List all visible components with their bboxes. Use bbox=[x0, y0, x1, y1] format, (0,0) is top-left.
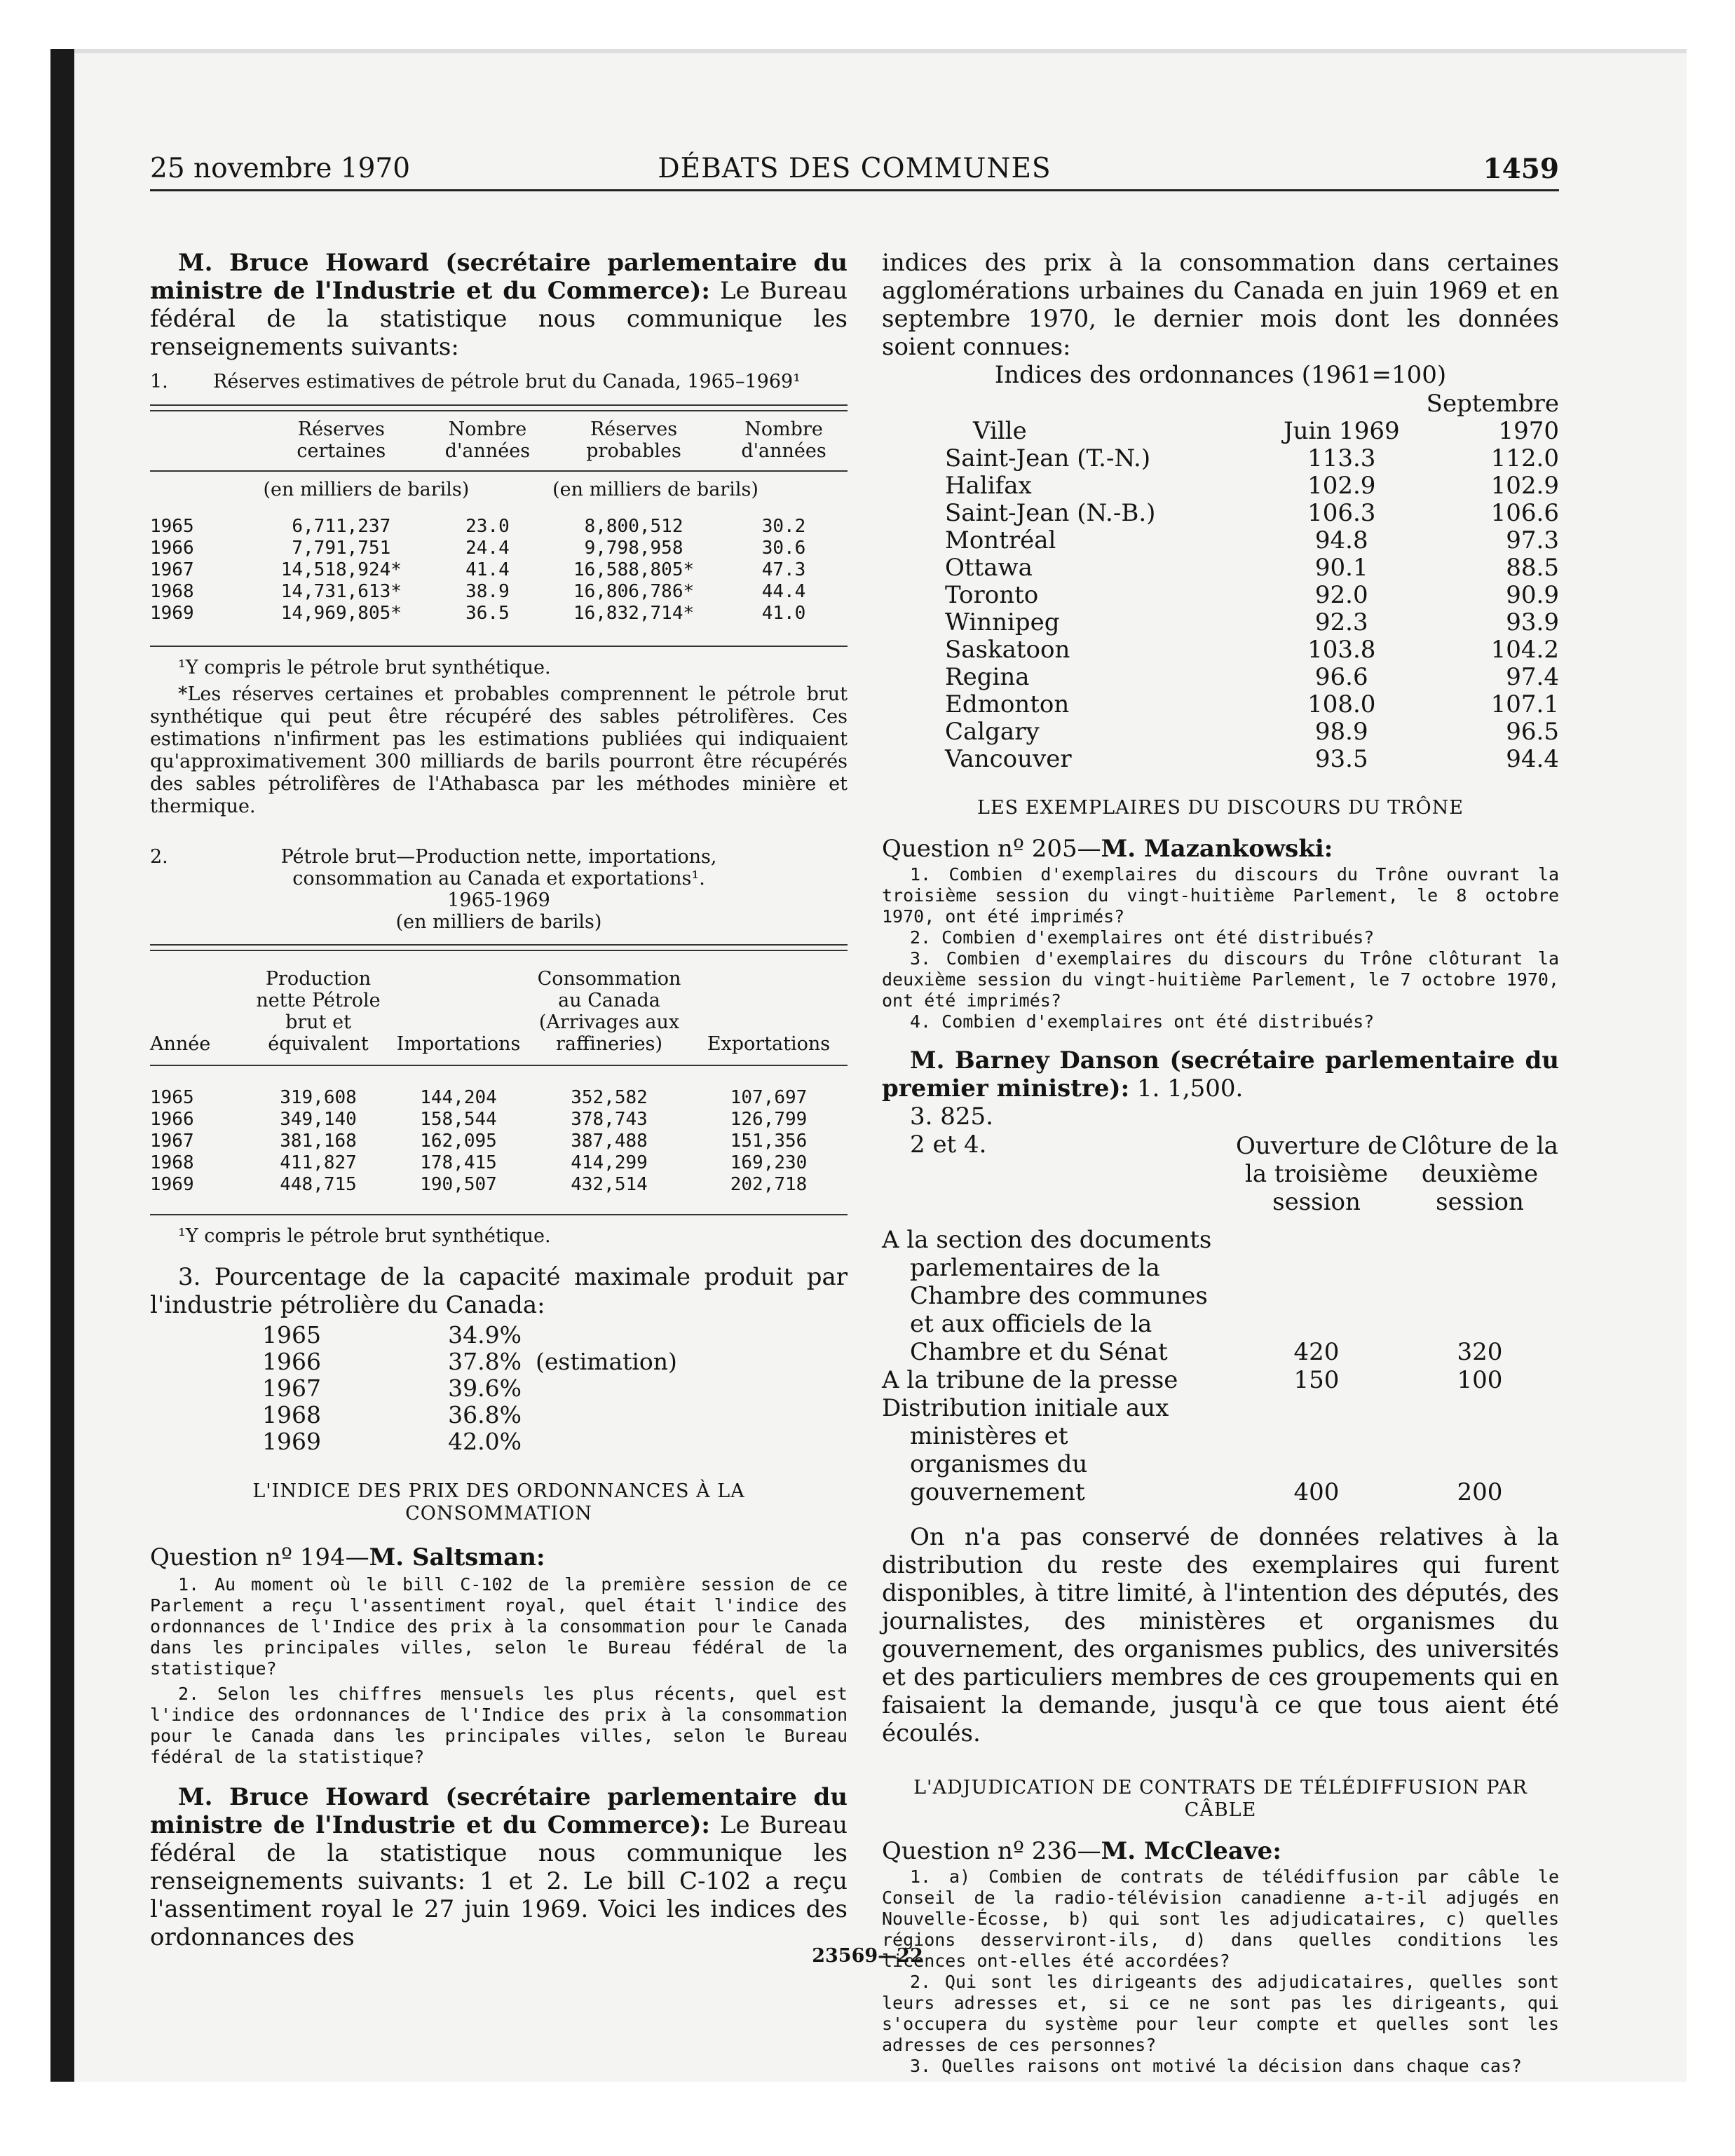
question-205-label: Question nº 205— bbox=[882, 835, 1101, 863]
t2-cell: 144,204 bbox=[420, 1087, 497, 1108]
question-205-part-3: 3. Combien d'exemplaires du discours du Trône clôturant la deuxième session du vingt-huitième Parlement, le 7 octobre 1970, ont été imprimés? bbox=[882, 948, 1559, 1011]
t1-header-reserves-certaines: Réserves certaines bbox=[297, 418, 386, 462]
copies-closing: 320 bbox=[1457, 1338, 1503, 1366]
t1-cell: 9,798,958 bbox=[584, 538, 683, 559]
t1-cell: 44.4 bbox=[761, 581, 806, 602]
presc-sept: 94.4 bbox=[1506, 745, 1559, 773]
presc-sept: 106.6 bbox=[1490, 499, 1559, 527]
t2-header-production: Production nette Pétrole brut et équivalent bbox=[256, 968, 381, 1055]
presc-sept: 88.5 bbox=[1506, 554, 1559, 582]
t1-cell: 41.4 bbox=[465, 559, 510, 580]
capacity-year: 1965 bbox=[262, 1321, 321, 1349]
t2-cell: 178,415 bbox=[420, 1152, 497, 1173]
t1-header-nombre-annees-2: Nombre d'années bbox=[741, 418, 826, 462]
t1-cell: 14,969,805* bbox=[280, 603, 402, 624]
presc-sept: 93.9 bbox=[1506, 608, 1559, 636]
presc-city: Montréal bbox=[945, 526, 1056, 554]
answer-194-text: Le Bureau fédéral de la statistique nous communique les renseignements suivants: 1 et 2. Le bill C-102 a reçu l'assentiment royal le 27 juin 1969. Voici les indices des ordonnances des bbox=[150, 1811, 848, 1951]
page-number: 1459 bbox=[1483, 153, 1559, 185]
presc-june: 92.3 bbox=[1314, 608, 1368, 636]
table2-caption-line: Pétrole brut—Production nette, importations, bbox=[280, 846, 717, 868]
copies-recipient: A la section des documents parlementaires de la Chambre des communes et aux officiels de la Chambre et du Sénat bbox=[882, 1226, 1212, 1366]
t1-cell: 6,711,237 bbox=[292, 516, 391, 537]
presc-june: 103.8 bbox=[1307, 636, 1376, 664]
table-row bbox=[882, 664, 1559, 691]
table1-top-rule bbox=[150, 404, 848, 411]
presc-city: Halifax bbox=[945, 472, 1032, 500]
question-236-member: M. McCleave: bbox=[1101, 1837, 1281, 1865]
answer-205 bbox=[882, 1046, 1559, 1103]
t2-header-exportations: Exportations bbox=[707, 1033, 831, 1055]
question-205-part-1: 1. Combien d'exemplaires du discours du Trône ouvrant la troisième session du vingt-huitième Parlement, le 8 octobre 1970, ont été imprimés? bbox=[882, 864, 1559, 927]
copies-opening: 400 bbox=[1293, 1478, 1340, 1506]
presc-sept: 112.0 bbox=[1490, 444, 1559, 472]
section-heading-cable: L'ADJUDICATION DE CONTRATS DE TÉLÉDIFFUSION PAR CÂBLE bbox=[913, 1777, 1528, 1821]
t1-unit-right: (en milliers de barils) bbox=[552, 479, 758, 500]
capacity-table bbox=[262, 1322, 677, 1455]
question-205-part-4: 4. Combien d'exemplaires ont été distribués? bbox=[910, 1011, 1375, 1032]
t2-year: 1969 bbox=[150, 1174, 194, 1195]
question-205-member: M. Mazankowski: bbox=[1101, 835, 1333, 863]
presc-city: Calgary bbox=[945, 718, 1040, 746]
table-row bbox=[150, 1131, 848, 1152]
continued-paragraph: indices des prix à la consommation dans certaines agglomérations urbaines du Canada en juin 1969 et en septembre 1970, le dernier mois dont les données soient connues: bbox=[882, 249, 1559, 361]
intro-text: Le Bureau fédéral de la statistique nous communique les renseignements suivants: bbox=[150, 277, 848, 361]
capacity-note bbox=[522, 1322, 677, 1349]
copies-closing: 100 bbox=[1457, 1366, 1503, 1394]
t2-cell: 387,488 bbox=[571, 1131, 648, 1152]
t2-header-importations: Importations bbox=[396, 1033, 521, 1055]
t2-year: 1968 bbox=[150, 1152, 194, 1173]
presc-city: Vancouver bbox=[945, 745, 1072, 773]
capacity-value: 42.0% bbox=[448, 1428, 522, 1455]
section-heading-prescriptions: L'INDICE DES PRIX DES ORDONNANCES À LA CONSOMMATION bbox=[252, 1480, 745, 1524]
t1-cell: 30.2 bbox=[761, 516, 806, 537]
right-column bbox=[882, 249, 1559, 2077]
presc-city: Toronto bbox=[945, 581, 1039, 609]
table2-number: 2. bbox=[150, 846, 168, 868]
presc-sept: 96.5 bbox=[1506, 718, 1559, 746]
question-194-part-1: 1. Au moment où le bill C-102 de la première session de ce Parlement a reçu l'assentiment royal, quel était l'indice des ordonnances de l'Indice des prix à la consommation pour le Canada dans les principales villes, selon le Bureau fédéral de la statistique? bbox=[150, 1574, 848, 1679]
t1-year: 1968 bbox=[150, 581, 194, 602]
table1-number: 1. bbox=[150, 371, 168, 393]
table-row bbox=[150, 1109, 848, 1131]
t2-header-annee: Année bbox=[150, 1033, 211, 1055]
table-row bbox=[882, 718, 1559, 746]
table-row bbox=[150, 559, 848, 581]
table-row bbox=[882, 691, 1559, 718]
table-row bbox=[882, 582, 1559, 609]
capacity-note bbox=[522, 1375, 677, 1402]
table-row bbox=[882, 1394, 1559, 1506]
t2-cell: 202,718 bbox=[730, 1174, 808, 1195]
t1-year: 1966 bbox=[150, 538, 194, 559]
table2-header-rule bbox=[150, 1065, 848, 1066]
table1-footnote-2: *Les réserves certaines et probables comprennent le pétrole brut synthétique qui peut être récupéré des sables pétrolifères. Ces estimations n'infirment pas les estimations publiées qui indiquaient qu'approximativement 300 milliards de barils pourront être récupérés des sables pétrolifères de l'Athabasca par les méthodes minière et thermique. bbox=[150, 683, 848, 817]
prescription-index-table bbox=[882, 390, 1559, 773]
presc-june: 113.3 bbox=[1307, 444, 1376, 472]
t2-cell: 381,168 bbox=[280, 1131, 357, 1152]
t2-cell: 432,514 bbox=[571, 1174, 648, 1195]
t1-cell: 16,806,786* bbox=[573, 581, 695, 602]
table-row bbox=[882, 500, 1559, 527]
table-row bbox=[150, 603, 848, 625]
t2-cell: 349,140 bbox=[280, 1109, 357, 1130]
presc-june: 92.0 bbox=[1314, 581, 1368, 609]
table2-caption-line: (en milliers de barils) bbox=[395, 911, 602, 933]
presc-june: 102.9 bbox=[1307, 472, 1376, 500]
table-row bbox=[882, 554, 1559, 582]
t2-cell: 448,715 bbox=[280, 1174, 357, 1195]
presc-sept: 97.4 bbox=[1506, 663, 1559, 691]
presc-sept: 107.1 bbox=[1490, 690, 1559, 718]
capacity-year: 1967 bbox=[262, 1374, 321, 1402]
intro-speaker: M. Bruce Howard (secrétaire parlementaire du ministre de l'Industrie et du Commerce): bbox=[150, 249, 848, 305]
capacity-value: 36.8% bbox=[448, 1401, 522, 1428]
copies-recipient: Distribution initiale aux ministères et organismes du gouvernement bbox=[882, 1394, 1169, 1506]
question-236-part-2: 2. Qui sont les dirigeants des adjudicataires, quelles sont leurs adresses et, si ce ne sont pas les dirigeants, qui s'occupera du système pour leur compte et quelles sont les adresses de ces personnes? bbox=[882, 1972, 1559, 2055]
question-236 bbox=[882, 1837, 1559, 1865]
table2-footnote: ¹Y compris le pétrole brut synthétique. bbox=[178, 1225, 551, 1247]
table-row bbox=[150, 1087, 848, 1109]
t1-cell: 14,731,613* bbox=[280, 581, 402, 602]
scan-binding-edge bbox=[50, 49, 74, 2082]
table2-caption-line: consommation au Canada et exportations¹. bbox=[292, 868, 705, 889]
capacity-note bbox=[522, 1428, 677, 1455]
copies-opening: 420 bbox=[1293, 1338, 1340, 1366]
table1-caption-text: Réserves estimatives de pétrole brut du Canada, 1965–1969¹ bbox=[213, 371, 801, 393]
header-date: 25 novembre 1970 bbox=[150, 153, 411, 184]
t2-year: 1965 bbox=[150, 1087, 194, 1108]
presc-city: Edmonton bbox=[945, 690, 1070, 718]
presc-header-juin: Juin 1969 bbox=[1283, 417, 1400, 445]
presc-city: Saint-Jean (T.-N.) bbox=[945, 444, 1151, 472]
left-column bbox=[150, 249, 848, 1951]
t2-cell: 162,095 bbox=[420, 1131, 497, 1152]
t1-year: 1967 bbox=[150, 559, 194, 580]
question-194-label: Question nº 194— bbox=[150, 1543, 369, 1571]
t1-cell: 16,588,805* bbox=[573, 559, 695, 580]
copies-opening: 150 bbox=[1293, 1366, 1340, 1394]
t2-cell: 151,356 bbox=[730, 1131, 808, 1152]
table-row bbox=[882, 746, 1559, 773]
t1-cell: 47.3 bbox=[761, 559, 806, 580]
capacity-value: 39.6% bbox=[448, 1374, 522, 1402]
presc-header-sept: Septembre 1970 bbox=[1426, 390, 1559, 445]
table-row bbox=[882, 527, 1559, 554]
t1-cell: 8,800,512 bbox=[584, 516, 683, 537]
t2-cell: 352,582 bbox=[571, 1087, 648, 1108]
footer-code: 23569—22 bbox=[812, 1945, 923, 1967]
t2-cell: 378,743 bbox=[571, 1109, 648, 1130]
table2-caption bbox=[150, 846, 848, 933]
table-row bbox=[150, 516, 848, 538]
table-row bbox=[262, 1322, 677, 1349]
table1-caption bbox=[150, 371, 848, 393]
copies-recipient: A la tribune de la presse bbox=[882, 1366, 1178, 1394]
t1-header-reserves-probables: Réserves probables bbox=[586, 418, 681, 462]
copies-header-closing: Clôture de la deuxième session bbox=[1401, 1132, 1558, 1216]
presc-city: Winnipeg bbox=[945, 608, 1060, 636]
table-row bbox=[882, 472, 1559, 500]
t1-cell: 24.4 bbox=[465, 538, 510, 559]
answer-194-speaker: M. Bruce Howard (secrétaire parlementaire du ministre de l'Industrie et du Commerce): bbox=[150, 1783, 848, 1839]
t1-cell: 41.0 bbox=[761, 603, 806, 624]
table-row bbox=[882, 1366, 1559, 1394]
t2-year: 1966 bbox=[150, 1109, 194, 1130]
t2-cell: 319,608 bbox=[280, 1087, 357, 1108]
copies-closing: 200 bbox=[1457, 1478, 1503, 1506]
t1-cell: 14,518,924* bbox=[280, 559, 402, 580]
table-row bbox=[150, 1152, 848, 1174]
t2-cell: 190,507 bbox=[420, 1174, 497, 1195]
presc-sept: 104.2 bbox=[1490, 636, 1559, 664]
capacity-note: (estimation) bbox=[536, 1348, 677, 1375]
presc-june: 108.0 bbox=[1307, 690, 1376, 718]
capacity-value: 34.9% bbox=[448, 1321, 522, 1349]
t2-cell: 414,299 bbox=[571, 1152, 648, 1173]
t2-cell: 169,230 bbox=[730, 1152, 808, 1173]
t2-cell: 126,799 bbox=[730, 1109, 808, 1130]
answer-205-speaker: M. Barney Danson (secrétaire parlementaire du premier ministre): bbox=[882, 1046, 1559, 1103]
scan-margin bbox=[0, 0, 50, 2156]
presc-sept: 97.3 bbox=[1506, 526, 1559, 554]
t1-cell: 7,791,751 bbox=[292, 538, 391, 559]
throne-copies-table bbox=[882, 1132, 1559, 1506]
answer-194 bbox=[150, 1783, 848, 1951]
table1-bottom-rule bbox=[150, 646, 848, 647]
prescription-table-title: Indices des ordonnances (1961=100) bbox=[994, 361, 1447, 389]
presc-city: Regina bbox=[945, 663, 1030, 691]
table-row bbox=[882, 609, 1559, 636]
question-194-part-2: 2. Selon les chiffres mensuels les plus récents, quel est l'indice des ordonnances de l'Indice des prix à la consommation pour le Canada dans les principales villes, selon le Bureau fédéral de la statistique? bbox=[150, 1684, 848, 1767]
capacity-year: 1966 bbox=[262, 1348, 321, 1375]
question-194 bbox=[150, 1543, 848, 1571]
table-row bbox=[882, 1226, 1559, 1366]
question-205-part-2: 2. Combien d'exemplaires ont été distribués? bbox=[910, 927, 1375, 948]
capacity-year: 1968 bbox=[262, 1401, 321, 1428]
table-row bbox=[150, 581, 848, 603]
t2-header-consommation: Consommation au Canada (Arrivages aux raffineries) bbox=[537, 968, 681, 1055]
table2-top-rule bbox=[150, 944, 848, 951]
t1-cell: 16,832,714* bbox=[573, 603, 695, 624]
table1-footnote-1: ¹Y compris le pétrole brut synthétique. bbox=[178, 657, 551, 678]
presc-june: 94.8 bbox=[1314, 526, 1368, 554]
presc-june: 93.5 bbox=[1314, 745, 1368, 773]
copies-header-opening: Ouverture de la troisième session bbox=[1236, 1132, 1397, 1216]
t1-year: 1965 bbox=[150, 516, 194, 537]
capacity-year: 1969 bbox=[262, 1428, 321, 1455]
reserves-table bbox=[150, 418, 848, 625]
presc-june: 96.6 bbox=[1314, 663, 1368, 691]
table-row bbox=[150, 538, 848, 559]
answer-205-item-2-4: 2 et 4. bbox=[910, 1131, 987, 1159]
page-header bbox=[150, 147, 1559, 191]
section-heading-throne: LES EXEMPLAIRES DU DISCOURS DU TRÔNE bbox=[977, 797, 1464, 819]
petroleum-table bbox=[150, 968, 848, 1196]
table-row bbox=[150, 1174, 848, 1196]
section3-title: 3. Pourcentage de la capacité maximale produit par l'industrie pétrolière du Canada: bbox=[150, 1263, 848, 1319]
t1-unit-left: (en milliers de barils) bbox=[263, 479, 470, 500]
table-row bbox=[262, 1375, 677, 1402]
capacity-value: 37.8% bbox=[448, 1348, 522, 1375]
presc-june: 90.1 bbox=[1314, 554, 1368, 582]
table2-bottom-rule bbox=[150, 1214, 848, 1215]
question-236-part-1: 1. a) Combien de contrats de télédiffusion par câble le Conseil de la radio-télévision canadienne a-t-il adjugés en Nouvelle-Écosse, b) qui sont les adjudicataires, c) quelles régions desserviront-ils, d) dans quelles conditions les licences ont-elles été accordées? bbox=[882, 1867, 1559, 1971]
question-194-member: M. Saltsman: bbox=[369, 1543, 545, 1571]
t1-cell: 36.5 bbox=[465, 603, 510, 624]
closing-paragraph: On n'a pas conservé de données relatives à la distribution du reste des exemplaires qui furent disponibles, à titre limité, à l'intention des députés, des journalistes, des ministères et organismes du gouvernement, des organismes publics, des universités et des particuliers membres de ces groupements qui en faisaient la demande, jusqu'à ce que tous aient été écoulés. bbox=[882, 1523, 1559, 1747]
presc-june: 106.3 bbox=[1307, 499, 1376, 527]
capacity-note bbox=[522, 1402, 677, 1428]
question-236-part-3: 3. Quelles raisons ont motivé la décision dans chaque cas? bbox=[910, 2056, 1522, 2076]
table-row bbox=[262, 1428, 677, 1455]
presc-sept: 90.9 bbox=[1506, 581, 1559, 609]
presc-city: Ottawa bbox=[945, 554, 1033, 582]
t2-cell: 158,544 bbox=[420, 1109, 497, 1130]
question-236-label: Question nº 236— bbox=[882, 1837, 1101, 1865]
t1-header-nombre-annees: Nombre d'années bbox=[444, 418, 531, 462]
t1-cell: 23.0 bbox=[465, 516, 510, 537]
t2-cell: 411,827 bbox=[280, 1152, 357, 1173]
table-row bbox=[882, 636, 1559, 664]
table-row bbox=[262, 1349, 677, 1375]
t2-year: 1967 bbox=[150, 1131, 194, 1152]
presc-sept: 102.9 bbox=[1490, 472, 1559, 500]
t2-cell: 107,697 bbox=[730, 1087, 808, 1108]
t1-year: 1969 bbox=[150, 603, 194, 624]
t1-cell: 30.6 bbox=[761, 538, 806, 559]
answer-205-item-3: 3. 825. bbox=[910, 1103, 993, 1131]
presc-city: Saint-Jean (N.-B.) bbox=[945, 499, 1156, 527]
table2-caption-line: 1965-1969 bbox=[447, 889, 550, 911]
presc-city: Saskatoon bbox=[945, 636, 1070, 664]
header-title: DÉBATS DES COMMUNES bbox=[658, 153, 1052, 184]
answer-205-item-1: 1. 1,500. bbox=[1136, 1074, 1244, 1103]
presc-june: 98.9 bbox=[1314, 718, 1368, 746]
table-row bbox=[882, 445, 1559, 472]
presc-header-ville: Ville bbox=[973, 417, 1027, 445]
table-row bbox=[262, 1402, 677, 1428]
intro-paragraph bbox=[150, 249, 848, 361]
table1-header-rule bbox=[150, 470, 848, 472]
t1-cell: 38.9 bbox=[465, 581, 510, 602]
question-205 bbox=[882, 835, 1559, 863]
